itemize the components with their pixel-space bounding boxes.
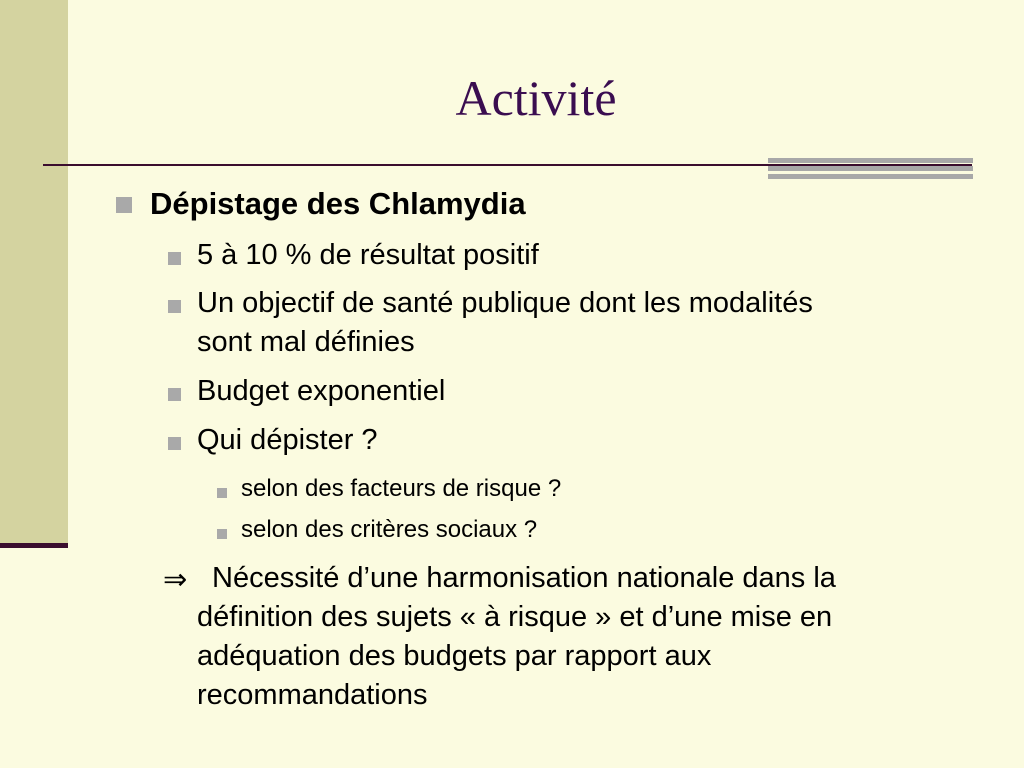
bullet-main: Dépistage des Chlamydia <box>150 186 526 221</box>
bullet-square-icon <box>168 437 181 450</box>
bullet-square-icon <box>116 197 132 213</box>
conclusion-line4: recommandations <box>197 679 428 711</box>
bullet-social-criteria: selon des critères sociaux ? <box>241 516 538 543</box>
bullet-sub-positive-rate: 5 à 10 % de résultat positif <box>197 239 539 271</box>
conclusion-line2: définition des sujets « à risque » et d’une mise en <box>197 601 833 633</box>
grey-bar <box>768 174 973 179</box>
bullet-square-icon <box>168 300 181 313</box>
bullet-risk-factors: selon des facteurs de risque ? <box>241 475 562 502</box>
bullet-square-icon <box>168 252 181 265</box>
bullet-sub-objective-line1: Un objectif de santé publique dont les modalités <box>197 287 813 319</box>
slide-title: Activité <box>455 70 617 126</box>
conclusion-line3: adéquation des budgets par rapport aux <box>197 640 712 672</box>
left-bar-rule <box>0 543 68 548</box>
bullet-sub-budget: Budget exponentiel <box>197 375 446 407</box>
bullet-sub-objective-line2: sont mal définies <box>197 326 415 358</box>
grey-bar <box>768 158 973 163</box>
left-decorative-bar <box>0 0 68 545</box>
conclusion-line1: Nécessité d’une harmonisation nationale dans la <box>212 562 836 594</box>
decorative-grey-bars <box>768 158 973 180</box>
bullet-square-icon <box>217 488 227 498</box>
implies-arrow-icon: ⇒ <box>163 564 188 596</box>
bullet-square-icon <box>168 388 181 401</box>
bullet-sub-who: Qui dépister ? <box>197 424 378 456</box>
bullet-square-icon <box>217 529 227 539</box>
grey-bar <box>768 166 973 171</box>
